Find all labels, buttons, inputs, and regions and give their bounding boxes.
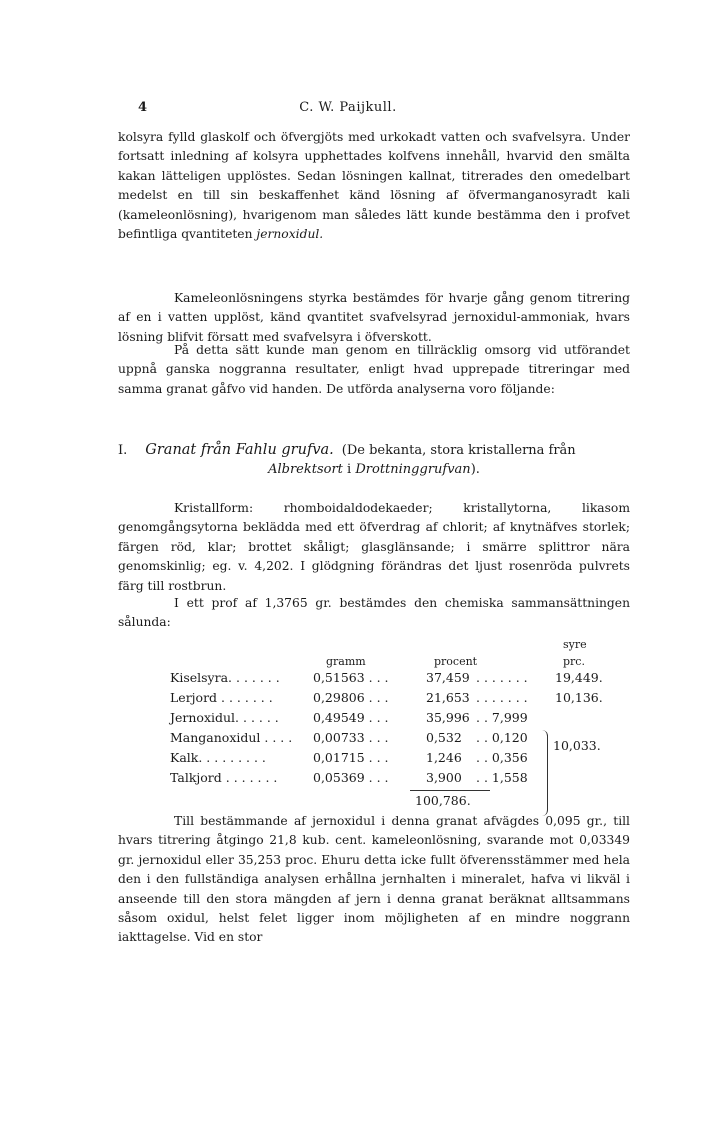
paragraph-3-text: På detta sätt kunde man genom en tillräcklig omsorg vid utförandet uppnå ganska noggranna resultater, enligt hvad upprepade titreringar med samma granat gåfvo vid handen. De utförda analyserna voro följande: — [118, 343, 630, 396]
row-procent: 1,246 — [426, 750, 462, 765]
paragraph-6-text: Till bestämmande af jernoxidul i denna granat afvägdes 0,095 gr., till hvars titrering åtgingo 21,8 kub. cent. kameleonlösning, svarande mot 0,03349 gr. jernoxidul eller 35,253 proc. Ehuru detta icke fullt öfverensstämmer med hela den i den fullständiga analysen erhållna jernhalten i mineralet, hafva vi likväl i anseende till den stora mängden af jern i denna granat beräknat alltsammans såsom oxidul, helst felet ligger inom möjligheten af en mindre noggrann iakttagelse. Vid en stor — [118, 814, 630, 945]
section-number: I. — [118, 443, 128, 458]
column-header-syre: syre — [563, 638, 587, 651]
row-ox: . . 0,120 — [476, 730, 528, 745]
table-row — [170, 690, 630, 710]
table-row — [170, 750, 630, 770]
row-procent: 3,900 — [426, 770, 462, 785]
row-gram: 0,51563 . . . — [313, 670, 389, 685]
row-procent: 37,459 — [426, 670, 470, 685]
paragraph-1 — [118, 128, 630, 244]
section-note-start: (De bekanta, stora kristallerna från — [341, 443, 576, 458]
analysis-table — [170, 638, 630, 818]
paragraph-6 — [118, 812, 630, 948]
row-ox: . . 1,558 — [476, 770, 528, 785]
paragraph-4 — [118, 499, 630, 596]
row-syre: 19,449. — [555, 670, 603, 685]
paragraph-3 — [118, 341, 630, 399]
row-name: Kiselsyra. . . . . . . — [170, 670, 280, 685]
row-procent: 21,653 — [426, 690, 470, 705]
total-sum: 100,786. — [415, 793, 471, 808]
row-procent: 35,996 — [426, 710, 470, 725]
page-number: 4 — [138, 100, 148, 115]
section-note-place1: Albrektsort — [268, 462, 343, 477]
column-header-prc: prc. — [563, 655, 585, 668]
section-note-mid: i — [342, 462, 356, 477]
column-header-procent: procent — [434, 655, 478, 668]
sum-rule — [410, 790, 490, 791]
paragraph-2-text: Kameleonlösningens styrka bestämdes för hvarje gång genom titrering af en i vatten upplöst, känd qvantitet svafvelsyrad jernoxidul-ammoniak, hvars lösning blifvit försatt med svafvelsyra i öfverskott. — [118, 291, 630, 344]
running-head: C. W. Paijkull. — [299, 100, 397, 115]
row-name: Kalk. . . . . . . . . — [170, 750, 266, 765]
table-row — [170, 710, 630, 730]
row-gram: 0,49549 . . . — [313, 710, 389, 725]
paragraph-4-text: Kristallform: rhomboidaldodekaeder; kristallytorna, likasom genomgångsytorna beklädda med ett öfverdrag af chlorit; af knytnäfves storlek; färgen röd, klar; brottet skåligt; glasglänsande; i smärre splittror nära genomskinlig; eg. v. 4,202. I glödgning förändras det ljust rosenröda pulvrets färg till rostbrun. — [118, 501, 630, 593]
row-ox: . . 0,356 — [476, 750, 528, 765]
paragraph-2 — [118, 289, 630, 347]
section-heading — [118, 441, 630, 479]
row-procent: 0,532 — [426, 730, 462, 745]
row-name: Jernoxidul. . . . . . — [170, 710, 279, 725]
row-ox: . . . . . . . — [476, 670, 528, 685]
row-gram: 0,05369 . . . — [313, 770, 389, 785]
bracket-sum-value: 10,033. — [553, 738, 601, 753]
row-ox: . . 7,999 — [476, 710, 528, 725]
section-title: Granat från Fahlu grufva. — [145, 442, 334, 458]
table-row — [170, 670, 630, 690]
row-syre: 10,136. — [555, 690, 603, 705]
paragraph-1-italic: jernoxidul. — [256, 227, 324, 242]
paragraph-1-text: kolsyra fylld glaskolf och öfvergjöts med urkokadt vatten och svafvelsyra. Under fortsatt inledning af kolsyra upphettades kolfvens innehåll, hvarvid den smälta kakan lätteligen upplöstes. Sedan lösningen kallnat, titrerades den omedelbart medelst en till sin beskaffenhet känd lösning af öfvermanganosyradt kali (kameleonlösning), hvarigenom man således lätt kunde bestämma den i profvet befintliga qvantiteten — [118, 130, 630, 242]
row-gram: 0,29806 . . . — [313, 690, 389, 705]
row-name: Lerjord . . . . . . . — [170, 690, 273, 705]
row-gram: 0,01715 . . . — [313, 750, 389, 765]
row-ox: . . . . . . . — [476, 690, 528, 705]
table-row — [170, 770, 630, 790]
column-header-gramm: gramm — [326, 655, 366, 668]
row-gram: 0,00733 . . . — [313, 730, 389, 745]
bracket-brace — [539, 730, 548, 816]
row-name: Talkjord . . . . . . . — [170, 770, 278, 785]
section-note-end: ). — [470, 462, 480, 477]
paragraph-5-text: I ett prof af 1,3765 gr. bestämdes den chemiska sammansättningen sålunda: — [118, 596, 630, 630]
page-header — [118, 100, 578, 120]
row-name: Manganoxidul . . . . — [170, 730, 293, 745]
section-note-place2: Drottninggrufvan — [355, 462, 471, 477]
paragraph-5 — [118, 594, 630, 633]
